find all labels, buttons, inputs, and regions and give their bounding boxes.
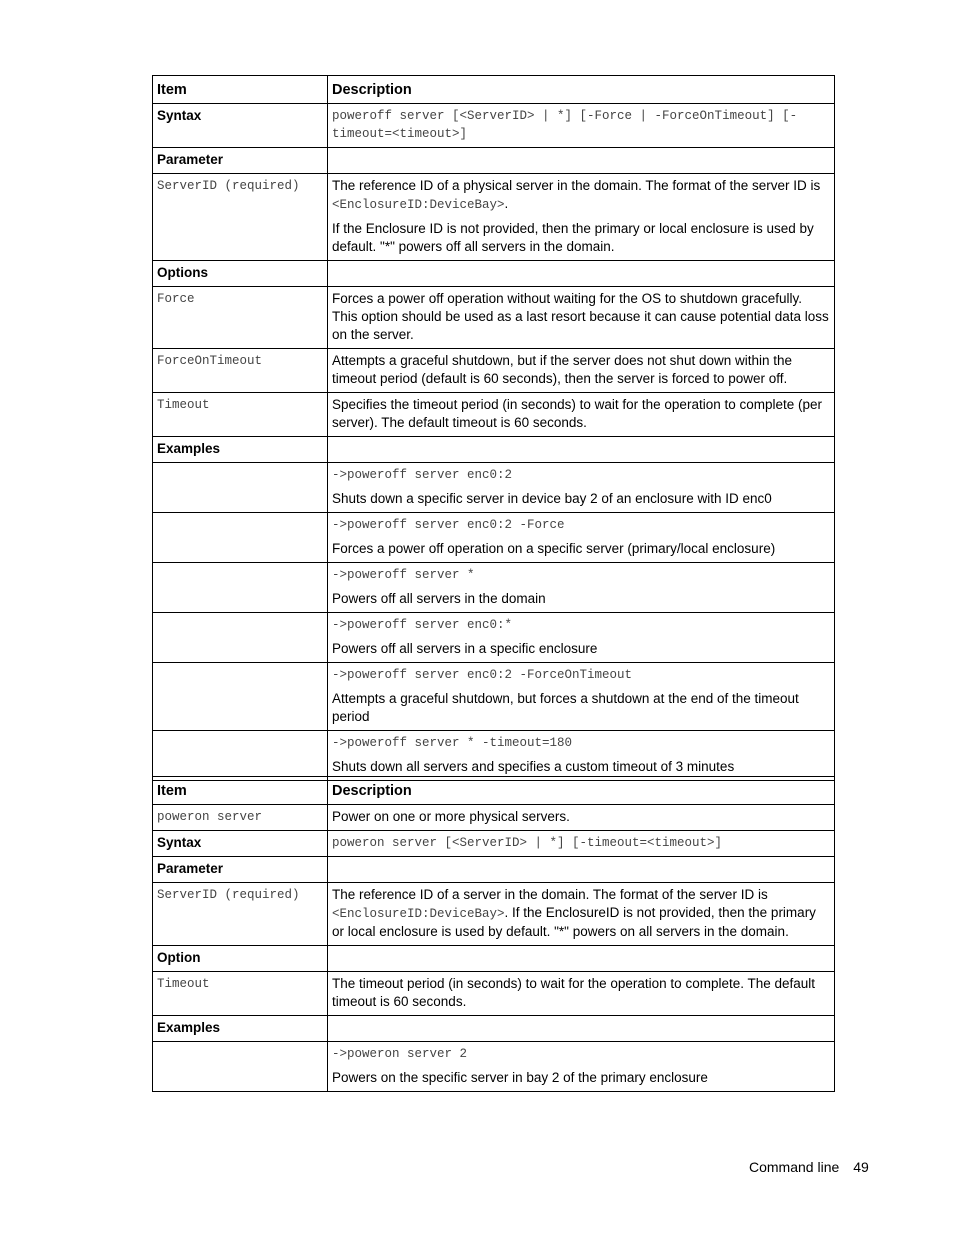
poweron-command-table (152, 776, 835, 1092)
example-row (153, 663, 835, 731)
example-description: Powers off all servers in a specific enclosure (332, 641, 598, 656)
header-description: Description (328, 76, 835, 104)
footer-section-title: Command line (749, 1159, 840, 1175)
example-command: ->poweroff server * (332, 568, 475, 582)
page-number: 49 (853, 1159, 869, 1175)
example-command: ->poweroff server enc0:2 -Force (332, 518, 565, 532)
examples-section-row (153, 437, 835, 463)
example-cell (328, 463, 835, 513)
option-row (153, 972, 835, 1016)
examples-label: Examples (153, 1016, 328, 1042)
serverid-row (153, 174, 835, 261)
empty-cell (153, 513, 328, 563)
empty-cell (328, 148, 835, 174)
option-description: Specifies the timeout period (in seconds) to wait for the operation to complete (per server). The default timeout is 60 seconds. (328, 393, 835, 437)
example-description: Shuts down all servers and specifies a custom timeout of 3 minutes (332, 759, 735, 774)
option-name: Timeout (153, 393, 328, 437)
example-command: ->poweroff server enc0:2 -ForceOnTimeout (332, 668, 633, 682)
empty-cell (328, 261, 835, 287)
parameter-section-row (153, 148, 835, 174)
header-item: Item (153, 76, 328, 104)
options-section-row (153, 261, 835, 287)
syntax-row (153, 831, 835, 857)
syntax-value: poweron server [<ServerID> | *] [-timeout=<timeout>] (328, 831, 835, 857)
example-description: Attempts a graceful shutdown, but forces a shutdown at the end of the timeout period (332, 691, 799, 724)
example-cell (328, 513, 835, 563)
option-label: Option (153, 946, 328, 972)
command-row (153, 805, 835, 831)
serverid-desc-text: The reference ID of a physical server in the domain. The format of the server ID is (332, 178, 821, 193)
serverid-desc-end: . (504, 196, 509, 211)
example-description: Powers on the specific server in bay 2 of the primary enclosure (332, 1070, 708, 1085)
example-command: ->poweroff server * -timeout=180 (332, 736, 573, 750)
example-row (153, 463, 835, 513)
option-row (153, 287, 835, 349)
table-header-row (153, 76, 835, 104)
options-label: Options (153, 261, 328, 287)
empty-cell (328, 857, 835, 883)
serverid-format-code: <EnclosureID:DeviceBay> (332, 907, 505, 921)
command-description: Power on one or more physical servers. (328, 805, 835, 831)
serverid-label: ServerID (required) (153, 174, 328, 261)
empty-cell (153, 1042, 328, 1092)
option-name: ForceOnTimeout (153, 349, 328, 393)
example-command: ->poweroff server enc0:2 (332, 468, 513, 482)
option-name: Timeout (153, 972, 328, 1016)
example-command: ->poweron server 2 (332, 1047, 468, 1061)
example-cell (328, 1042, 835, 1092)
serverid-desc-end: . If the EnclosureID is not provided, then the primary or local enclosure is used by default. "*" powers on all servers in the domain. (332, 905, 816, 939)
example-cell (328, 563, 835, 613)
serverid-desc-text: The reference ID of a server in the domain. The format of the server ID is (332, 887, 768, 902)
parameter-label: Parameter (153, 857, 328, 883)
examples-section-row (153, 1016, 835, 1042)
example-description: Powers off all servers in the domain (332, 591, 546, 606)
syntax-label: Syntax (153, 104, 328, 148)
syntax-label: Syntax (153, 831, 328, 857)
option-row (153, 393, 835, 437)
parameter-section-row (153, 857, 835, 883)
parameter-label: Parameter (153, 148, 328, 174)
example-row (153, 731, 835, 781)
example-row (153, 563, 835, 613)
option-name: Force (153, 287, 328, 349)
example-cell (328, 613, 835, 663)
example-cell (328, 731, 835, 781)
empty-cell (153, 463, 328, 513)
header-item: Item (153, 777, 328, 805)
syntax-row (153, 104, 835, 148)
empty-cell (328, 946, 835, 972)
examples-label: Examples (153, 437, 328, 463)
serverid-row (153, 883, 835, 946)
option-description: Forces a power off operation without waiting for the OS to shutdown gracefully. This option should be used as a last resort because it can cause potential data loss on the server. (328, 287, 835, 349)
empty-cell (153, 731, 328, 781)
example-description: Shuts down a specific server in device bay 2 of an enclosure with ID enc0 (332, 491, 772, 506)
table-header-row (153, 777, 835, 805)
empty-cell (153, 563, 328, 613)
serverid-label: ServerID (required) (153, 883, 328, 946)
serverid-format-code: <EnclosureID:DeviceBay> (332, 198, 505, 212)
example-row (153, 1042, 835, 1092)
poweroff-command-table (152, 75, 835, 781)
empty-cell (328, 1016, 835, 1042)
example-row (153, 513, 835, 563)
command-name: poweron server (153, 805, 328, 831)
empty-cell (328, 437, 835, 463)
serverid-desc-note: If the Enclosure ID is not provided, then the primary or local enclosure is used by default. "*" powers off all servers in the domain. (332, 221, 814, 254)
serverid-description (328, 174, 835, 261)
page-footer (749, 1159, 869, 1175)
option-section-row (153, 946, 835, 972)
empty-cell (153, 663, 328, 731)
example-row (153, 613, 835, 663)
serverid-description (328, 883, 835, 946)
header-description: Description (328, 777, 835, 805)
option-description: The timeout period (in seconds) to wait for the operation to complete. The default timeout is 60 seconds. (328, 972, 835, 1016)
example-command: ->poweroff server enc0:* (332, 618, 513, 632)
option-row (153, 349, 835, 393)
example-description: Forces a power off operation on a specific server (primary/local enclosure) (332, 541, 776, 556)
option-description: Attempts a graceful shutdown, but if the server does not shut down within the timeout period (default is 60 seconds), then the server is forced to power off. (328, 349, 835, 393)
syntax-value: poweroff server [<ServerID> | *] [-Force | -ForceOnTimeout] [-timeout=<timeout>] (328, 104, 835, 148)
example-cell (328, 663, 835, 731)
empty-cell (153, 613, 328, 663)
